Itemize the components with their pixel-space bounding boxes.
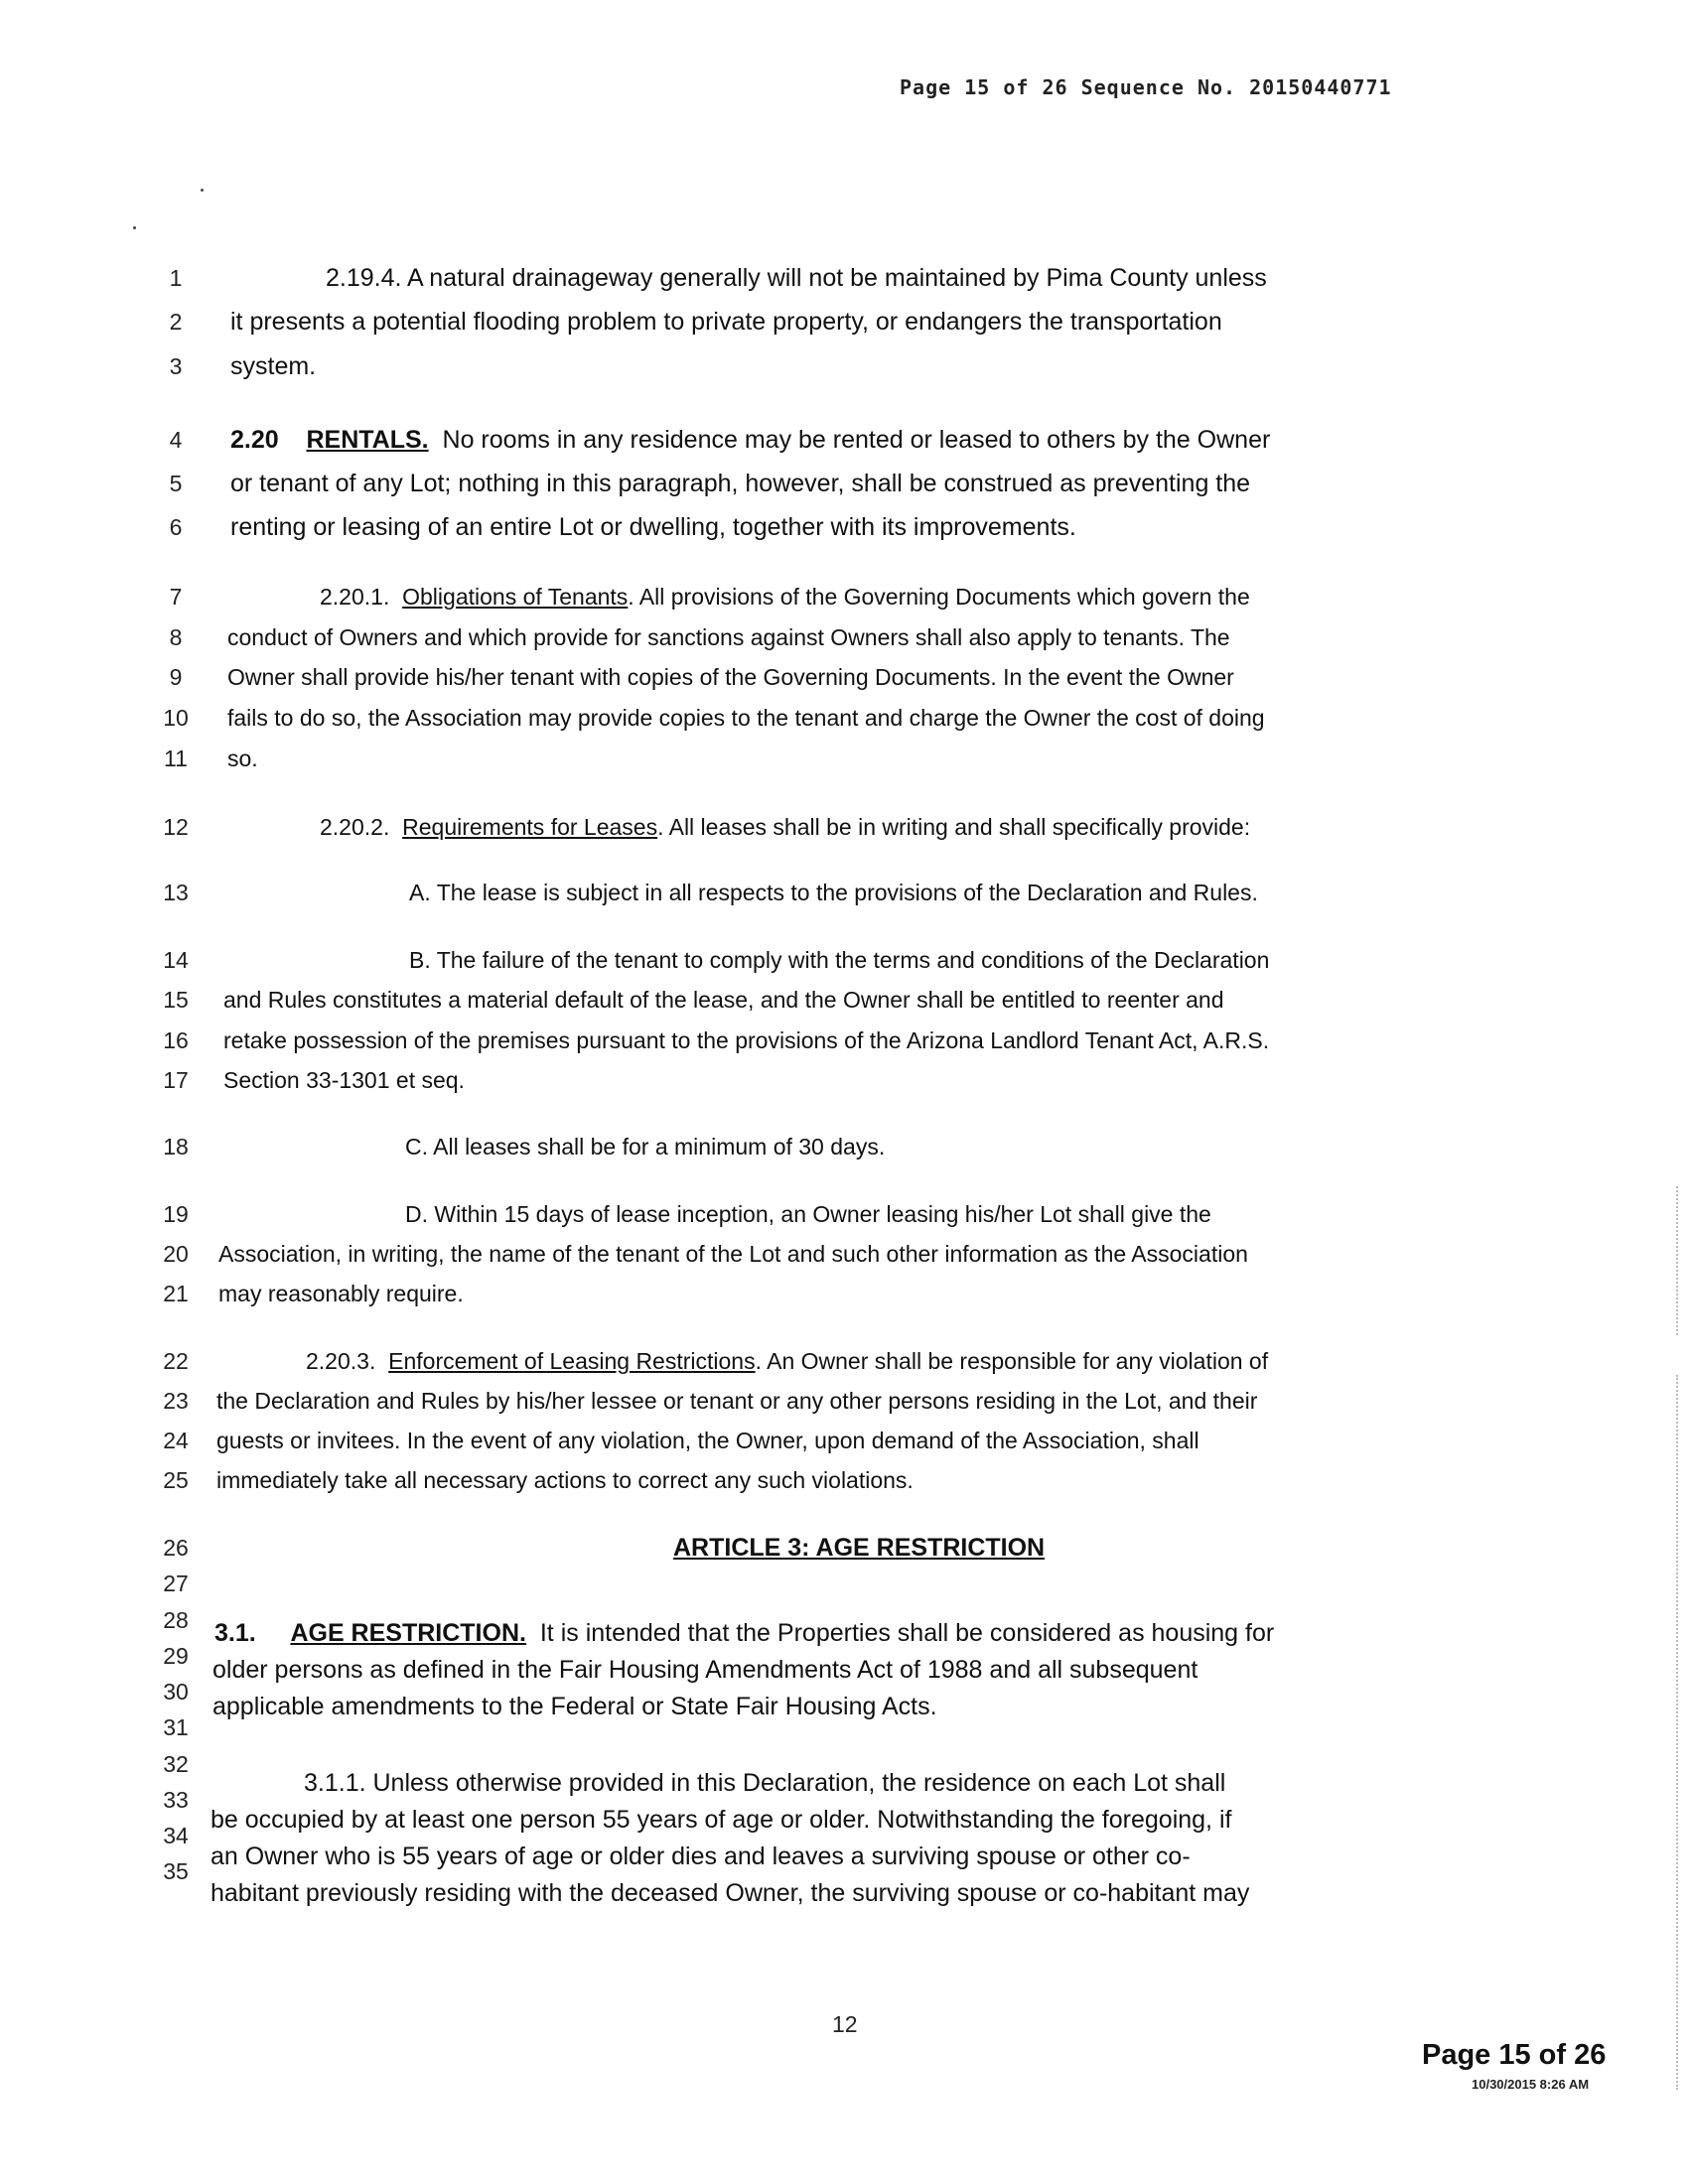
line-number: 26 [163,1535,189,1561]
text-line: Section 33-1301 et seq. [223,1067,465,1093]
line-number: 27 [163,1570,189,1596]
scan-edge [1676,1375,1678,2090]
section-title: RENTALS. [306,426,429,454]
line-number: 1 [169,265,183,291]
subsection-title: Obligations of Tenants [402,584,629,610]
line-number: 8 [169,624,183,650]
section-heading-line [214,1619,1274,1648]
scan-speck [133,226,136,229]
subsection-text: . All leases shall be in writing and shall specifically provide: [657,814,1251,840]
line-number: 10 [163,705,189,731]
list-item: D. Within 15 days of lease inception, an Owner leasing his/her Lot shall give the [405,1201,1211,1227]
text-line: conduct of Owners and which provide for sanctions against Owners shall also apply to tenants. The [227,624,1230,650]
line-number: 14 [163,947,189,973]
line-number: 35 [163,1858,189,1884]
line-number: 11 [164,746,188,771]
line-number: 16 [163,1027,189,1053]
text-line: so. [227,746,258,771]
line-number: 33 [163,1787,189,1813]
line-number: 24 [163,1428,189,1453]
subsection-text: . An Owner shall be responsible for any violation of [755,1348,1269,1374]
line-number: 9 [169,664,183,690]
list-item: C. All leases shall be for a minimum of 30 days. [405,1134,886,1160]
text-line: guests or invitees. In the event of any violation, the Owner, upon demand of the Association, shall [216,1428,1199,1453]
section-number: 2.20 [230,426,279,454]
text-line: Association, in writing, the name of the tenant of the Lot and such other information as the Association [218,1241,1248,1267]
line-number: 18 [163,1134,189,1160]
text-line: it presents a potential flooding problem to private property, or endangers the transportation [230,308,1222,336]
section-heading-line [230,426,1270,455]
text-line: the Declaration and Rules by his/her lessee or tenant or any other persons residing in the Lot, and their [216,1388,1258,1414]
line-number: 7 [169,584,183,610]
text-line: and Rules constitutes a material default of the lease, and the Owner shall be entitled to reenter and [223,987,1224,1013]
subsection-number: 2.20.2. [320,814,390,840]
line-number: 20 [163,1241,189,1267]
text-line: Owner shall provide his/her tenant with copies of the Governing Documents. In the event the Owner [227,664,1234,690]
line-number: 25 [163,1467,189,1493]
list-item: B. The failure of the tenant to comply with the terms and conditions of the Declaration [409,947,1270,973]
text-line: may reasonably require. [218,1281,464,1306]
line-number: 34 [163,1823,189,1848]
page-number: 12 [832,2011,858,2037]
line-number: 19 [163,1201,189,1227]
section-number: 3.1. [214,1619,256,1647]
text-line: be occupied by at least one person 55 years of age or older. Notwithstanding the foregoing, if [211,1806,1232,1834]
line-number: 12 [163,814,189,840]
line-number: 32 [163,1751,189,1777]
line-number: 30 [163,1679,189,1705]
subsection-title: Requirements for Leases [402,814,658,840]
line-number: 28 [163,1607,189,1633]
line-number: 15 [163,987,189,1013]
subsection-line [320,584,1250,611]
text-line: applicable amendments to the Federal or State Fair Housing Acts. [212,1693,937,1720]
subsection-text: . All provisions of the Governing Documents which govern the [628,584,1250,610]
text-line: habitant previously residing with the deceased Owner, the surviving spouse or co-habitant may [211,1879,1250,1907]
text-line: system. [230,352,317,380]
line-number: 22 [163,1348,189,1374]
text-line: or tenant of any Lot; nothing in this paragraph, however, shall be construed as preventing the [230,470,1251,497]
timestamp: 10/30/2015 8:26 AM [1472,2077,1590,2092]
article-heading: ARTICLE 3: AGE RESTRICTION [673,1534,1046,1562]
section-title: AGE RESTRICTION. [290,1619,526,1647]
line-number: 17 [163,1067,189,1093]
line-number: 3 [169,353,183,379]
scan-speck [201,189,204,192]
subsection-number: 2.20.3. [306,1348,376,1374]
text-line: 2.19.4. A natural drainageway generally will not be maintained by Pima County unless [326,264,1267,292]
section-text: It is intended that the Properties shall be considered as housing for [539,1619,1275,1647]
line-number: 4 [169,427,183,453]
line-number: 23 [163,1388,189,1414]
line-number: 21 [163,1281,189,1306]
line-number: 31 [163,1714,189,1740]
sequence-header: Page 15 of 26 Sequence No. 20150440771 [900,75,1392,99]
subsection-line [320,814,1250,841]
subsection-number: 2.20.1. [320,584,390,610]
line-number: 2 [169,309,183,335]
list-item: A. The lease is subject in all respects to the provisions of the Declaration and Rules. [409,880,1258,905]
scan-edge [1676,1186,1678,1335]
text-line: retake possession of the premises pursuant to the provisions of the Arizona Landlord Tenant Act, A.R.S. [223,1027,1270,1053]
line-number: 6 [169,514,183,540]
line-number: 5 [169,471,183,496]
section-text: No rooms in any residence may be rented or leased to others by the Owner [442,426,1271,454]
line-number: 13 [163,880,189,905]
text-line: 3.1.1. Unless otherwise provided in this Declaration, the residence on each Lot shall [304,1769,1226,1797]
text-line: fails to do so, the Association may provide copies to the tenant and charge the Owner the cost of doing [227,705,1265,731]
text-line: renting or leasing of an entire Lot or dwelling, together with its improvements. [230,513,1076,541]
text-line: an Owner who is 55 years of age or older dies and leaves a surviving spouse or other co- [211,1843,1191,1870]
subsection-line [306,1348,1268,1375]
page-of-label: Page 15 of 26 [1422,2039,1607,2071]
text-line: immediately take all necessary actions to correct any such violations. [216,1467,914,1493]
line-number: 29 [163,1643,189,1669]
subsection-title: Enforcement of Leasing Restrictions [388,1348,756,1374]
text-line: older persons as defined in the Fair Housing Amendments Act of 1988 and all subsequent [212,1656,1198,1684]
